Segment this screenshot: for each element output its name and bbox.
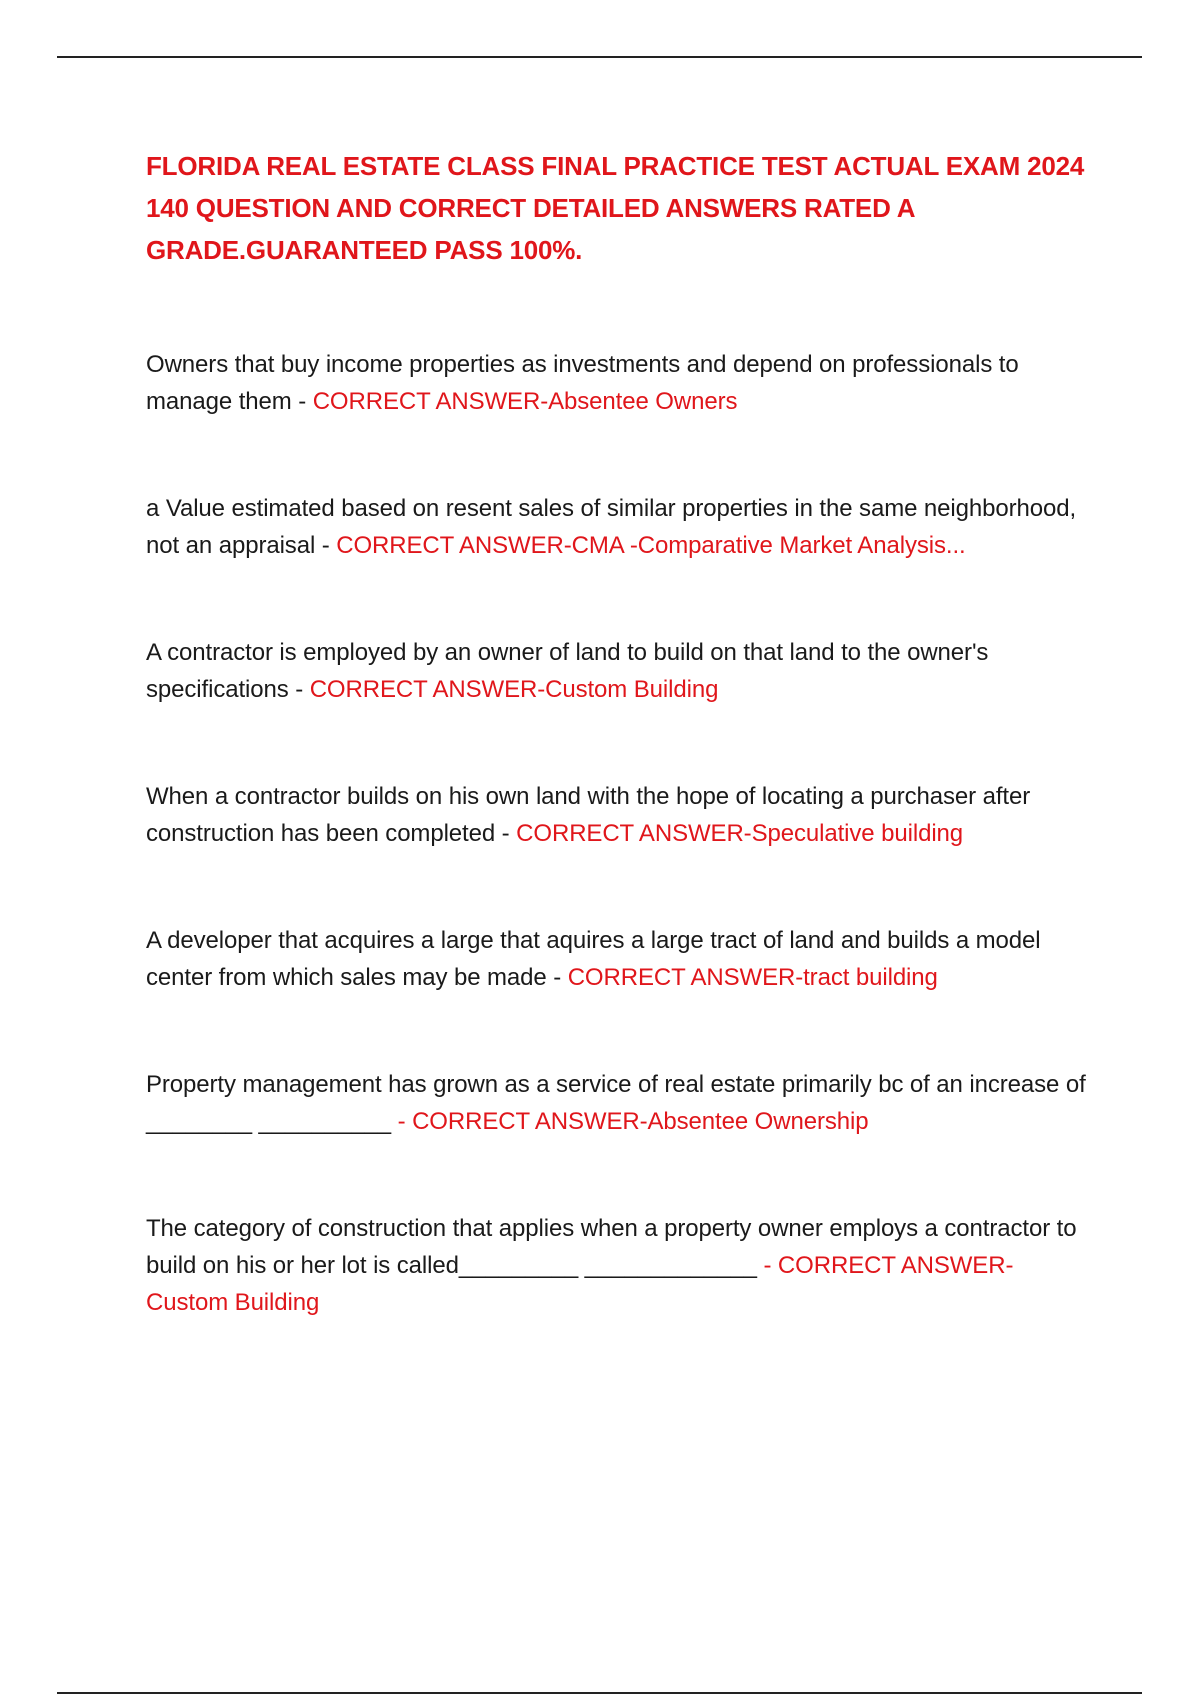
question-text: Owners that buy income properties as investments and depend on professionals to manage them - <box>146 351 1019 415</box>
qa-item <box>146 778 1086 852</box>
qa-item <box>146 922 1086 996</box>
answer-text: CORRECT ANSWER-Custom Building <box>309 676 719 703</box>
question-text: The category of construction that applies when a property owner employs a contractor to build on his or her lot is called_________ _____________ <box>146 1215 1077 1279</box>
answer-text: - CORRECT ANSWER-Custom Building <box>146 1252 1014 1316</box>
document-title: FLORIDA REAL ESTATE CLASS FINAL PRACTICE TEST ACTUAL EXAM 2024 140 QUESTION AND CORRECT DETAILED ANSWERS RATED A GRADE.GUARANTEED PASS 100%. <box>146 151 1085 265</box>
document-body <box>146 145 1086 1321</box>
question-text: Property management has grown as a service of real estate primarily bc of an increase of ________ __________ <box>146 1071 1086 1135</box>
footer-rule <box>57 1692 1142 1694</box>
qa-item <box>146 1210 1086 1321</box>
qa-item <box>146 634 1086 708</box>
question-text: a Value estimated based on resent sales of similar properties in the same neighborhood, not an appraisal - <box>146 495 1077 559</box>
answer-text: CORRECT ANSWER-tract building <box>567 964 938 991</box>
qa-item <box>146 346 1086 420</box>
question-text: A developer that acquires a large that aquires a large tract of land and builds a model center from which sales may be made - <box>146 927 1041 991</box>
qa-item <box>146 1066 1086 1140</box>
question-text: When a contractor builds on his own land with the hope of locating a purchaser after construction has been completed - <box>146 783 1031 847</box>
qa-item <box>146 490 1086 564</box>
question-text: A contractor is employed by an owner of land to build on that land to the owner's specifications - <box>146 639 989 703</box>
answer-text: CORRECT ANSWER-CMA -Comparative Market Analysis... <box>336 532 966 559</box>
answer-text: CORRECT ANSWER-Speculative building <box>516 820 964 847</box>
answer-text: CORRECT ANSWER-Absentee Owners <box>312 388 738 415</box>
answer-text: - CORRECT ANSWER-Absentee Ownership <box>397 1108 869 1135</box>
header-rule <box>57 56 1142 58</box>
